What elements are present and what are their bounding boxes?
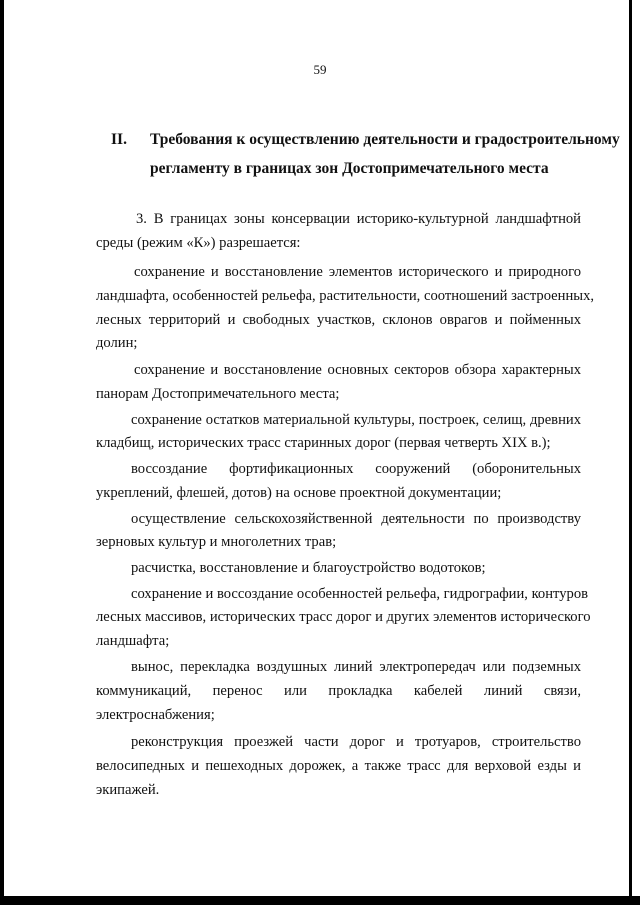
section-number: II. <box>111 131 127 148</box>
paragraph-line: вынос, перекладка воздушных линий электропередач или подземных <box>131 659 581 675</box>
paragraph-line: расчистка, восстановление и благоустройство водотоков; <box>131 560 486 576</box>
paragraph-line: сохранение и восстановление элементов исторического и природного <box>134 264 581 280</box>
paragraph-line: сохранение и восстановление основных секторов обзора характерных <box>134 362 581 378</box>
page-edge-left <box>0 0 4 905</box>
paragraph-line: зерновых культур и многолетних трав; <box>96 534 337 550</box>
paragraph-line: сохранение и воссоздание особенностей рельефа, гидрографии, контуров <box>131 586 589 602</box>
paragraph-line: реконструкция проезжей части дорог и тротуаров, строительство <box>131 734 581 750</box>
paragraph-line: укреплений, флешей, дотов) на основе проектной документации; <box>96 485 502 501</box>
paragraph-line: 3. В границах зоны консервации историко-культурной ландшафтной <box>136 211 581 227</box>
paragraph-line: экипажей. <box>96 782 160 798</box>
paragraph-line: велосипедных и пешеходных дорожек, а также трасс для верховой езды и <box>96 758 581 774</box>
paragraph-line: ландшафта; <box>96 633 170 649</box>
paragraph-line: электроснабжения; <box>96 707 215 723</box>
paragraph-line: коммуникаций, перенос или прокладка кабелей линий связи, <box>96 683 581 699</box>
page-edge-right <box>629 0 632 905</box>
paragraph-line: воссоздание фортификационных сооружений (оборонительных <box>131 461 581 477</box>
paragraph-line: долин; <box>96 335 138 351</box>
paragraph-line: панорам Достопримечательного места; <box>96 386 340 402</box>
page-number: 59 <box>313 62 327 77</box>
section-title-line-2: регламенту в границах зон Достопримечательного места <box>150 160 549 177</box>
paragraph-line: среды (режим «К») разрешается: <box>96 235 301 251</box>
paragraph-line: сохранение остатков материальной культуры, построек, селищ, древних <box>131 412 581 428</box>
paragraph-line: осуществление сельскохозяйственной деятельности по производству <box>131 511 581 527</box>
page-edge-bottom <box>0 896 640 905</box>
section-title-line-1: Требования к осуществлению деятельности и градостроительному <box>150 131 620 148</box>
paragraph-line: ландшафта, особенностей рельефа, растительности, соотношений застроенных, <box>96 288 595 304</box>
paragraph-line: кладбищ, исторических трасс старинных дорог (первая четверть XIX в.); <box>96 435 551 451</box>
paragraph-line: лесных территорий и свободных участков, склонов оврагов и пойменных <box>96 312 581 328</box>
paragraph-line: лесных массивов, исторических трасс дорог и других элементов исторического <box>96 609 591 625</box>
